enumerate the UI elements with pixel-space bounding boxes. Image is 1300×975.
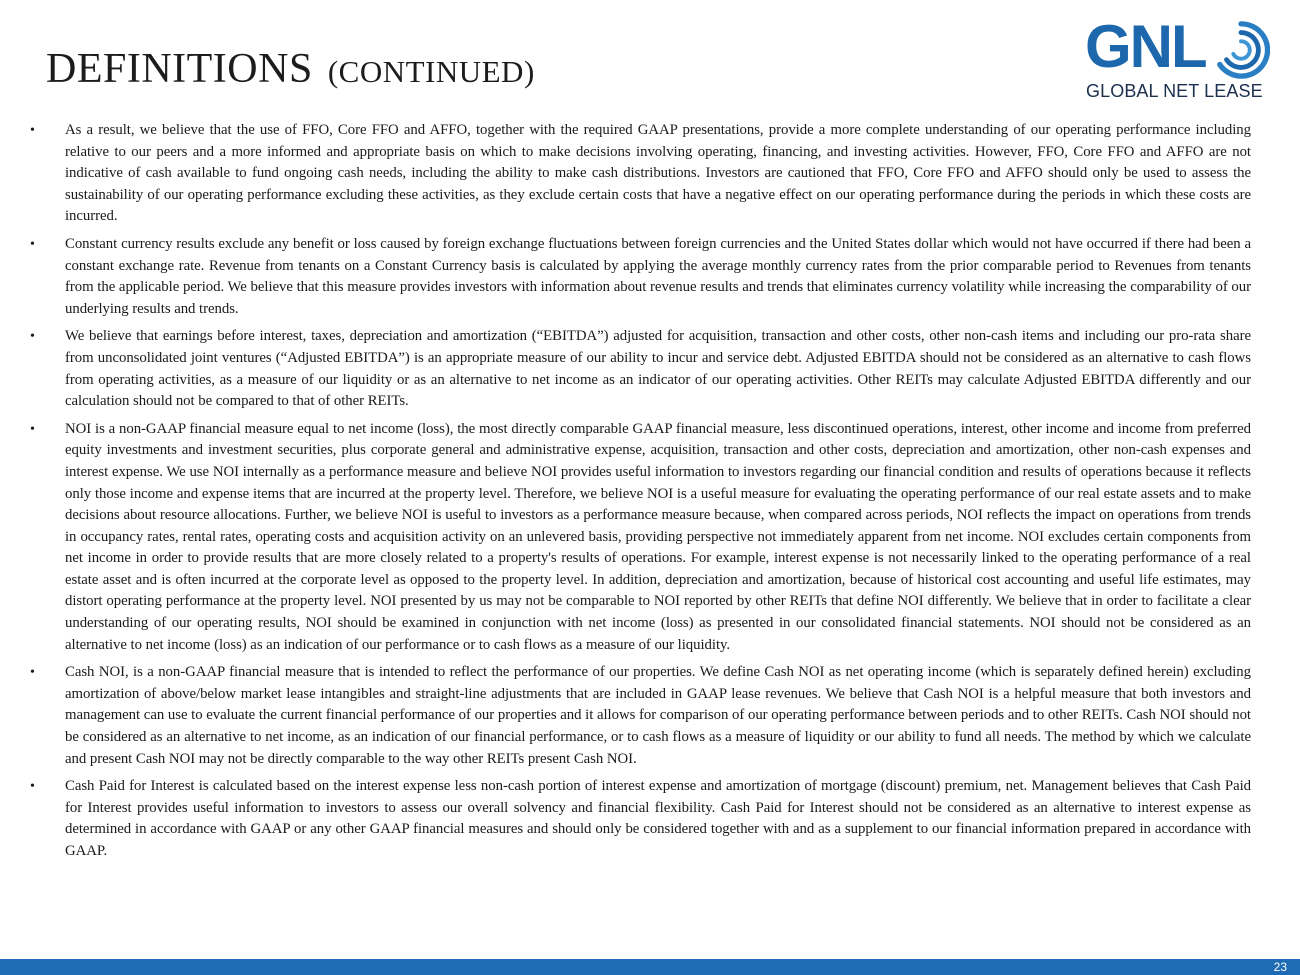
page-title-main: DEFINITIONS bbox=[46, 46, 313, 92]
list-item bbox=[30, 776, 1251, 862]
bullet-marker: • bbox=[30, 421, 35, 437]
definitions-list bbox=[30, 120, 1251, 869]
footer-bar bbox=[0, 959, 1300, 975]
list-item bbox=[30, 419, 1251, 657]
list-item bbox=[30, 120, 1251, 228]
page-title bbox=[46, 44, 535, 97]
list-item bbox=[30, 662, 1251, 770]
definition-text-ebitda: We believe that earnings before interest, taxes, depreciation and amortization (“EBITDA”) adjusted for acquisition, transaction and other costs, other non-cash items and including our pro-rata share from unconsolidated joint ventures (“Adjusted EBITDA”) is an appropriate measure of our ability to incur and service debt. Adjusted EBITDA should not be considered as an alternative to cash flows from operating activities, as a measure of our liquidity or as an alternative to net income as an indicator of our operating activities. Other REITs may calculate Adjusted EBITDA differently and our calculation should not be compared to that of other REITs. bbox=[65, 328, 1251, 410]
logo-wordmark: GNL bbox=[1085, 13, 1206, 80]
bullet-marker: • bbox=[30, 665, 35, 681]
bullet-marker: • bbox=[30, 123, 35, 138]
definition-text-noi: NOI is a non-GAAP financial measure equal to net income (loss), the most directly comparable GAAP financial measure, less discontinued operations, interest, other income and income from preferred equity investments and investment securities, plus corporate general and administrative expense, acquisition, transaction and other costs, depreciation and amortization, other non-cash expenses and interest expense. We use NOI internally as a performance measure and believe NOI provides useful information to investors regarding our financial condition and results of operations because it reflects only those income and expense items that are incurred at the property level. Therefore, we believe NOI is a useful measure for evaluating the operating performance of our real estate assets and to make decisions about resource allocations. Further, we believe NOI is useful to investors as a performance measure because, when compared across periods, NOI reflects the impact on operations from trends in occupancy rates, rental rates, operating costs and acquisition activity on an unlevered basis, providing perspective not immediately apparent from net income. NOI excludes certain components from net income in order to provide results that are more closely related to a property's results of operations. For example, interest expense is not necessarily linked to the operating performance of a real estate asset and is often incurred at the corporate level as opposed to the property level. In addition, depreciation and amortization, because of historical cost accounting and useful life estimates, may distort operating performance at the property level. NOI presented by us may not be comparable to NOI reported by other REITs that define NOI differently. We believe that in order to facilitate a clear understanding of our operating results, NOI should be examined in conjunction with net income (loss) as presented in our consolidated financial statements. NOI should not be considered as an alternative to net income (loss) as an indication of our performance or to cash flows as a measure of our liquidity. bbox=[65, 420, 1251, 653]
company-logo bbox=[1084, 13, 1274, 106]
bullet-marker: • bbox=[30, 236, 35, 252]
list-item bbox=[30, 326, 1251, 412]
page-title-subtitle: (CONTINUED) bbox=[327, 54, 535, 89]
gnl-swirl-icon bbox=[1212, 21, 1270, 79]
definition-text-cash-noi: Cash NOI, is a non-GAAP financial measure that is intended to reflect the performance of our properties. We define Cash NOI as net operating income (which is separately defined herein) excluding amortization of above/below market lease intangibles and straight-line adjustments that are included in GAAP lease revenues. We believe that Cash NOI is a helpful measure that both investors and management can use to evaluate the current financial performance of our properties and it allows for comparison of our operating performance between periods and to other REITs. Cash NOI should not be considered as an alternative to net income, as an indication of our financial performance, or to cash flows as a measure of liquidity or our ability to fund all needs. The method by which we calculate and present Cash NOI may not be directly comparable to the way other REITs present Cash NOI. bbox=[65, 664, 1251, 767]
page-number: 23 bbox=[1273, 960, 1287, 974]
list-item bbox=[30, 234, 1251, 320]
bullet-marker: • bbox=[30, 329, 35, 345]
definition-text-ffo: As a result, we believe that the use of FFO, Core FFO and AFFO, together with the required GAAP presentations, provide a more complete understanding of our operating performance including relative to our peers and a more informed and appropriate basis on which to make decisions involving operating, financing, and investing activities. However, FFO, Core FFO and AFFO are not indicative of cash available to fund ongoing cash needs, including the ability to make cash distributions. Investors are cautioned that FFO, Core FFO and AFFO should only be used to assess the sustainability of our operating performance excluding these activities, as they exclude certain costs that have a negative effect on our operating performance during the periods in which these costs are incurred. bbox=[65, 122, 1251, 225]
definition-text-constant-currency: Constant currency results exclude any benefit or loss caused by foreign exchange fluctuations between foreign currencies and the United States dollar which would not have occurred if there had been a constant exchange rate. Revenue from tenants on a Constant Currency basis is calculated by applying the average monthly currency rates from the prior comparable period to Revenues from tenants from the applicable period. We believe that this measure provides investors with information about revenue results and trends that eliminates currency volatility while increasing the comparability of our underlying results and trends. bbox=[65, 235, 1251, 317]
definition-text-cash-paid-interest: Cash Paid for Interest is calculated based on the interest expense less non-cash portion of interest expense and amortization of mortgage (discount) premium, net. Management believes that Cash Paid for Interest provides useful information to investors to assess our overall solvency and financial flexibility. Cash Paid for Interest should not be considered as an alternative to interest expense as determined in accordance with GAAP or any other GAAP financial measures and should only be considered together with and as a supplement to our financial information prepared in accordance with GAAP. bbox=[65, 778, 1251, 859]
bullet-marker: • bbox=[30, 779, 35, 795]
logo-tagline: GLOBAL NET LEASE bbox=[1086, 81, 1263, 101]
